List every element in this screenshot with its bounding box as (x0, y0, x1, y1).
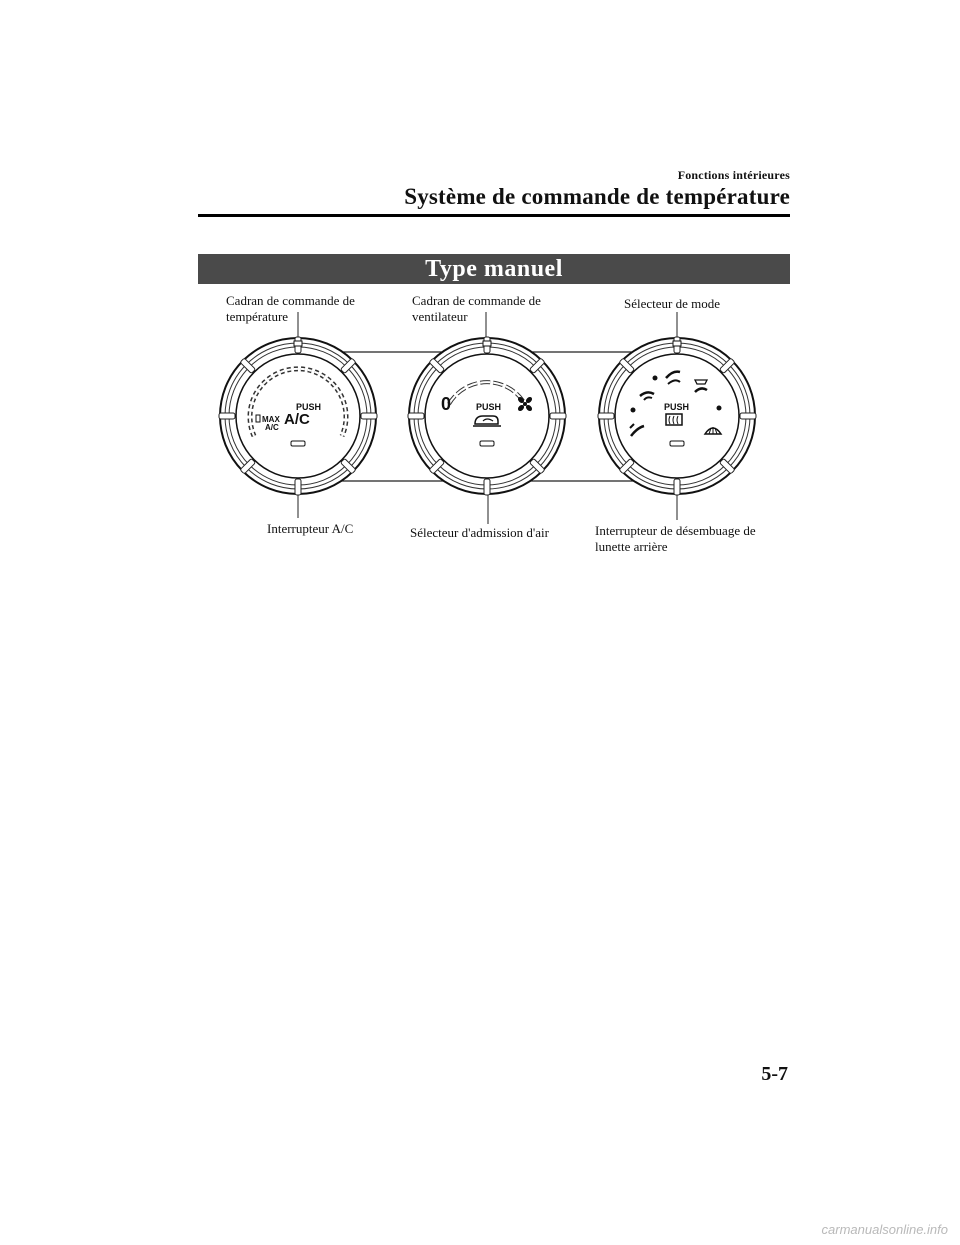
header-rule (198, 214, 790, 217)
page-number: 5-7 (761, 1063, 788, 1085)
section-label: Fonctions intérieures (677, 168, 790, 182)
callout-mode-selector: Sélecteur de mode (624, 296, 721, 311)
fan-zero-label: 0 (441, 394, 452, 414)
callout-air-intake: Sélecteur d'admission d'air (410, 525, 549, 540)
watermark: carmanualsonline.info (821, 1222, 948, 1237)
temp-push-text: PUSH (296, 402, 322, 412)
temperature-dial (219, 337, 377, 495)
climate-control-figure (198, 290, 790, 560)
section-band: Type manuel (198, 254, 790, 284)
page-title: Système de commande de température (404, 184, 790, 209)
max-ac-label: A/C (265, 423, 279, 432)
callout-ac-switch: Interrupteur A/C (267, 521, 354, 536)
fan-push-text: PUSH (476, 402, 502, 412)
max-label: MAX (262, 415, 280, 424)
callout-fan-dial: Cadran de commande de ventilateur (412, 293, 541, 324)
callout-rear-defrost: Interrupteur de désembuage de lunette arrière (595, 523, 756, 554)
mode-dial (598, 337, 756, 495)
fan-dial (408, 337, 566, 495)
callout-temperature-dial: Cadran de commande de température (226, 293, 355, 324)
mode-push-text: PUSH (664, 402, 690, 412)
ac-label: A/C (284, 411, 310, 428)
